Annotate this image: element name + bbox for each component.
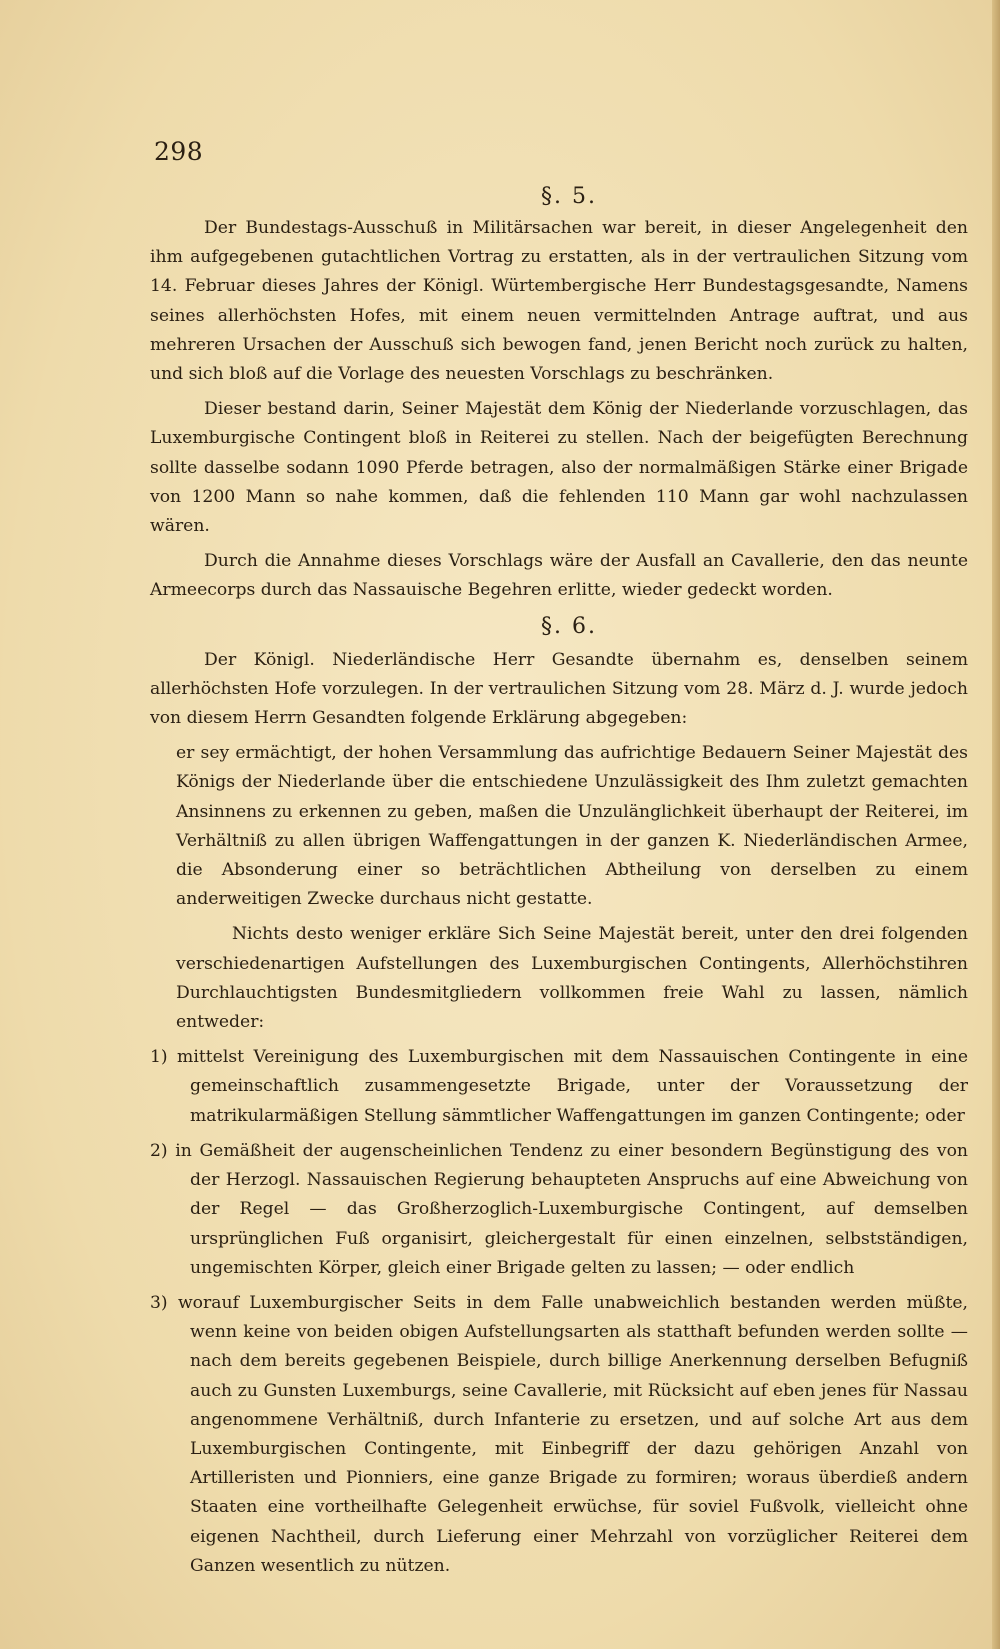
declaration-quote-2: Nichts desto weniger erkläre Sich Seine Majestät bereit, unter den drei folgenden verschiedenartigen Aufstellungen des Luxemburgischen Contingents, Allerhöchstihren Durchlauchtigsten Bundesmitgliedern vollkommen freie Wahl zu lassen, nämlich entweder:	[176, 924, 968, 1033]
section-6-intro: Der Königl. Niederländische Herr Gesandte übernahm es, denselben seinem allerhöchsten Hofe vorzulegen. In der vertraulichen Sitzung vom 28. März d. J. wurde jedoch von diesem Herrn Gesandten folgende Erklärung abgegeben:	[150, 649, 968, 729]
declaration-quote-1: er sey ermächtigt, der hohen Versammlung das aufrichtige Bedauern Seiner Majestät des Königs der Niederlande über die entschiedene Unzulässigkeit des Ihm zuletzt gemachten Ansinnens zu erkennen zu geben, maßen die Unzulänglichkeit überhaupt der Reiterei, im Verhältniß zu allen übrigen Waffengattungen in der ganzen K. Niederländischen Armee, die Absonderung einer so beträchtlichen Abtheilung von derselben zu einem anderweitigen Zwecke durchaus nicht gestatte.	[176, 743, 968, 910]
page-body	[150, 182, 968, 1587]
page-number: 298	[154, 137, 204, 166]
option-item-2: 2) in Gemäßheit der augenscheinlichen Tendenz zu einer besondern Begünstigung des von der Herzogl. Nassauischen Regierung behaupteten Anspruchs auf eine Abweichung von der Regel — das Großherzoglich-Luxemburgische Contingent, auf demselben ursprünglichen Fuß organisirt, gleichergestalt für einen einzelnen, selbstständigen, ungemischten Körper, gleich einer Brigade gelten zu lassen; — oder endlich	[150, 1140, 968, 1278]
option-item-3: 3) worauf Luxemburgischer Seits in dem Falle unabweichlich bestanden werden müßte, wenn keine von beiden obigen Aufstellungsarten als statthaft befunden werden sollte — nach dem bereits gegebenen Beispiele, durch billige Anerkennung derselben Befugniß auch zu Gunsten Luxemburgs, seine Cavallerie, mit Rücksicht auf eben jenes für Nassau angenommene Verhältniß, durch Infanterie zu ersetzen, und auf solche Art aus dem Luxemburgischen Contingente, mit Einbegriff der dazu gehörigen Anzahl von Artilleristen und Pionniers, eine ganze Brigade zu formiren; woraus überdieß andern Staaten eine vortheilhafte Gelegenheit erwüchse, für soviel Fußvolk, vielleicht ohne eigenen Nachtheil, durch Lieferung einer Mehrzahl von vorzüglicher Reiterei dem Ganzen wesentlich zu nützen.	[150, 1292, 968, 1576]
section-5-paragraph-2: Dieser bestand darin, Seiner Majestät dem König der Niederlande vorzuschlagen, das Luxemburgische Contingent bloß in Reiterei zu stellen. Nach der beigefügten Berechnung sollte dasselbe sodann 1090 Pferde betragen, also der normalmäßigen Stärke einer Brigade von 1200 Mann so nahe kommen, daß die fehlenden 110 Mann gar wohl nachzulassen wären.	[150, 399, 968, 537]
section-5-paragraph-3: Durch die Annahme dieses Vorschlags wäre der Ausfall an Cavallerie, den das neunte Armeecorps durch das Nassauische Begehren erlitte, wieder gedeckt worden.	[150, 551, 968, 601]
section-5-heading: §. 5.	[541, 184, 597, 209]
section-6-heading: §. 6.	[541, 613, 597, 639]
option-item-1: 1) mittelst Vereinigung des Luxemburgischen mit dem Nassauischen Contingente in eine gemeinschaftlich zusammengesetzte Brigade, unter der Voraussetzung der matrikularmäßigen Stellung sämmtlicher Waffengattungen im ganzen Contingente; oder	[150, 1047, 968, 1126]
section-5-paragraph-1: Der Bundestags-Ausschuß in Militärsachen war bereit, in dieser Angelegenheit den ihm aufgegebenen gutachtlichen Vortrag zu erstatten, als in der vertraulichen Sitzung vom 14. Februar dieses Jahres der Königl. Würtembergische Herr Bundestagsgesandte, Namens seines allerhöchsten Hofes, mit einem neuen vermittelnden Antrage auftrat, und aus mehreren Ursachen der Ausschuß sich bewogen fand, jenen Bericht noch zurück zu halten, und sich bloß auf die Vorlage des neuesten Vorschlags zu beschränken.	[150, 218, 968, 385]
